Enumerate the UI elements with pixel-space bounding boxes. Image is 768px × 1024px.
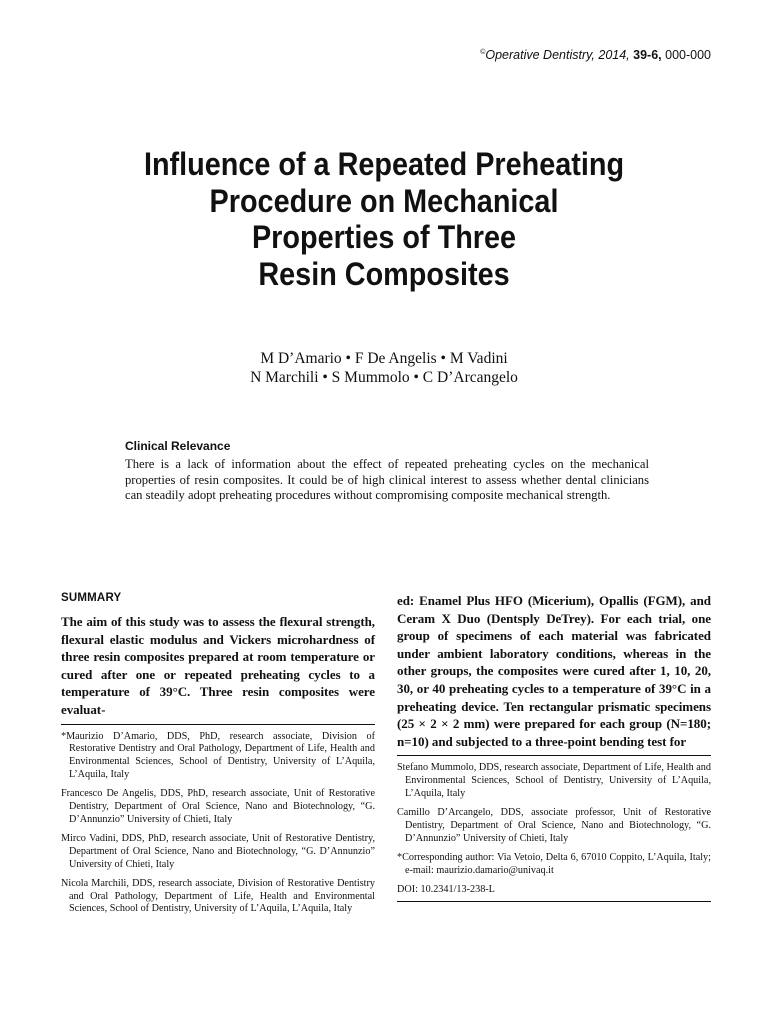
clinical-relevance-text: There is a lack of information about the effect of repeated preheating cycles on the mechanical properties of resin composites. It could be of high clinical interest to assess whether dental clinicians can steadily adopt preheating procedures without compromising composite mechanical strength. [125, 457, 649, 502]
author-footnote: Nicola Marchili, DDS, research associate, Division of Restorative Dentistry and Oral Pathology, Department of Life, Health and Environmental Sciences, School of Dentistry, University of L’Aquila, L’Aquila, Italy [61, 877, 375, 915]
author-list [80, 349, 688, 387]
doi-text: DOI: 10.2341/13-238-L [397, 883, 495, 895]
author-footnote: Stefano Mummolo, DDS, research associate, Department of Life, Health and Environmental Sciences, School of Dentistry, University of L’Aquila, L’Aquila, Italy [397, 762, 711, 800]
journal-name: Operative Dentistry, 2014, [485, 48, 630, 62]
article-title [74, 146, 693, 292]
author-line: N Marchili • S Mummolo • C D’Arcangelo [250, 369, 518, 386]
author-line: M D’Amario • F De Angelis • M Vadini [260, 350, 508, 367]
title-line: Procedure on Mechanical [209, 182, 559, 219]
journal-reference [480, 48, 711, 62]
journal-volume: 39-6, [633, 48, 662, 62]
author-footnote: Camillo D’Arcangelo, DDS, associate professor, Unit of Restorative Dentistry, Department of Oral Science, Nano and Biotechnology, “G. D’Annunzio” University of Chieti, Italy [397, 807, 711, 844]
copyright-symbol: © [480, 49, 486, 56]
corresponding-author-footnote: *Corresponding author: Via Vetoio, Delta 6, 67010 Coppito, L’Aquila, Italy; e-mail: maurizio.damario@univaq.it [397, 851, 711, 876]
clinical-relevance-heading: Clinical Relevance [125, 439, 231, 453]
left-column [61, 592, 375, 922]
title-line: Properties of Three [251, 219, 517, 255]
footnote-divider [61, 724, 375, 725]
title-line: Resin Composites [258, 255, 510, 292]
title-line: Influence of a Repeated Preheating [143, 146, 625, 182]
author-footnote: *Maurizio D’Amario, DDS, PhD, research associate, Division of Restorative Dentistry and Oral Pathology, Department of Life, Health and Environmental Sciences, School of Dentistry, University of L’Aquila, L’Aquila, Italy [61, 730, 375, 781]
bottom-divider [397, 901, 711, 902]
journal-pages: 000-000 [665, 48, 711, 62]
author-footnote: Francesco De Angelis, DDS, PhD, research associate, Unit of Restorative Dentistry, Department of Oral Science, Nano and Biotechnology, “G. D’Annunzio” University of Chieti, Italy [61, 788, 375, 825]
clinical-relevance-box [125, 439, 649, 504]
summary-heading: SUMMARY [61, 592, 122, 604]
summary-text-left: The aim of this study was to assess the flexural strength, flexural elastic modulus and Vickers microhardness of three resin composites prepared at room temperature or cured after one or repeated preheating cycles to a temperature of 39°C. Three resin composites were evaluat- [61, 614, 375, 717]
right-column [397, 592, 711, 902]
summary-text-right: ed: Enamel Plus HFO (Micerium), Opallis (FGM), and Ceram X Duo (Dentsply DeTrey). For each trial, one group of specimens of each material was fabricated under ambient laboratory conditions, whereas in the other groups, the composites were cured after 1, 10, 20, 30, or 40 preheating cycles to a temperature of 39°C in a preheating device. Ten rectangular prismatic specimens (25 × 2 × 2 mm) were prepared for each group (N=180; n=10) and subjected to a three-point bending test for [397, 593, 711, 749]
author-footnote: Mirco Vadini, DDS, PhD, research associate, Unit of Restorative Dentistry, Department of Oral Science, Nano and Biotechnology, “G. D’Annunzio” University of Chieti, Italy [61, 832, 375, 870]
footnote-divider [397, 755, 711, 756]
